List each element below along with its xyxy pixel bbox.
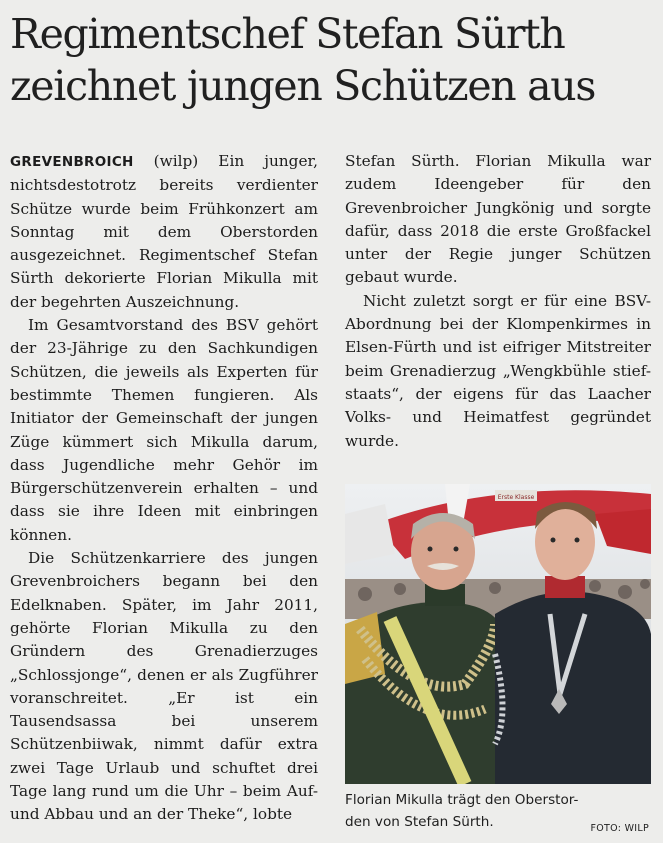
- headline-line-2: zeichnet jungen Schützen aus: [10, 62, 596, 110]
- dateline: GREVENBROICH: [10, 154, 134, 170]
- article-paragraph-4: Nicht zuletzt sorgt er für eine BSV-Abordnung bei der Klompenkirmes in Elsen-Fürth und ist eifriger Mitstreiter beim Grenadierzug „Wengkbühle stief-staats“, der eigens für das Laacher Volks- und Heimatfest gegründet wurde.: [345, 291, 651, 450]
- paragraph-1-text: (wilp) Ein junger, nichtsdestotrotz bereits verdienter Schütze wurde beim Frühkonzert am Sonntag mit dem Oberstorden ausgezeichnet. Regimentschef Stefan Sürth dekorierte Florian Mikulla mit der begehrten Auszeichnung.: [10, 152, 318, 311]
- article-column-left: [10, 150, 318, 827]
- article-headline: [10, 8, 656, 112]
- caption-line-1: Florian Mikulla trägt den Oberstor-: [345, 792, 579, 808]
- article-paragraph-1: [10, 150, 318, 314]
- article-photo: [345, 484, 651, 784]
- article-paragraph-3: Die Schützenkarriere des jungen Grevenbroichers begann bei den Edelknaben. Später, im Jahr 2011, gehörte Florian Mikulla zu den Gründern des Grenadierzuges „Schlossjonge“, denen er als Zugführer voranschreitet. „Er ist ein Tausendsassa bei unserem Schützenbiiwak, nimmt dafür extra zwei Tage Urlaub und schuftet drei Tage lang rund um die Uhr – beim Auf- und Abbau und an der Theke“, lobte: [10, 549, 318, 824]
- caption-line-2: den von Stefan Sürth.: [345, 814, 494, 830]
- tent-sign: Erste Klasse: [497, 494, 535, 501]
- photo-credit: FOTO: WILP: [590, 823, 649, 834]
- article-paragraph-3-continued: Stefan Sürth. Florian Mikulla war zudem Ideengeber für den Grevenbroicher Jungkönig und sorgte dafür, dass 2018 die erste Großfackel unter der Regie junger Schützen gebaut wurde.: [345, 152, 651, 287]
- headline-line-1: Regimentschef Stefan Sürth: [10, 10, 565, 58]
- article-paragraph-2: Im Gesamtvorstand des BSV gehört der 23-Jährige zu den Sachkundigen Schützen, die jeweils als Experten für bestimmte Themen fungieren. Als Initiator der Gemeinschaft der jungen Züge kümmert sich Mikulla darum, dass Jugendliche mehr Gehör im Bürgerschützenverein erhalten – und dass sie ihre Ideen mit einbringen können.: [10, 316, 318, 544]
- article-column-right: [345, 150, 651, 453]
